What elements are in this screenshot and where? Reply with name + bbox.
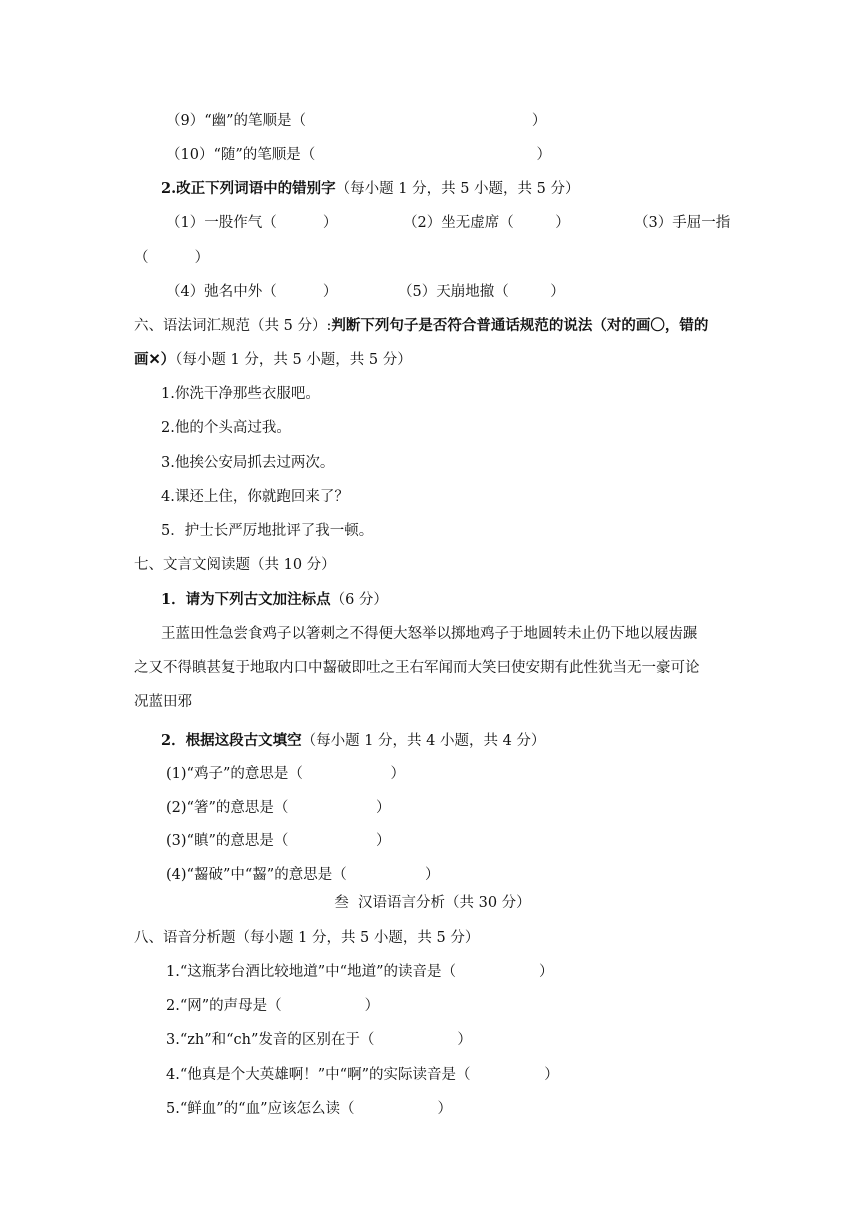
part-three-heading: 叁 汉语语言分析（共 30 分） [334, 895, 531, 911]
classical-passage-line: 王蓝田性急尝食鸡子以箸刺之不得便大怒举以掷地鸡子于地圆转未止仍下地以屐齿蹍 [161, 626, 698, 642]
grammar-note: （每小题 1 分，共 5 小题，共 5 分） [175, 352, 412, 368]
classical-section-title: 七、文言文阅读题（共 10 分） [134, 557, 336, 573]
typo-correction-note: （每小题 1 分，共 5 小题，共 5 分） [335, 181, 580, 197]
grammar-section-heading-cont [134, 350, 412, 370]
grammar-item-2: 2.他的个头高过我。 [161, 420, 291, 436]
phonetics-section-title: 八、语音分析题（每小题 1 分，共 5 小题，共 5 分） [134, 930, 480, 946]
grammar-item-5: 5．护士长严厉地批评了我一顿。 [161, 523, 374, 539]
punctuation-heading [161, 590, 388, 610]
grammar-item-4: 4.课还上住，你就跑回来了？ [161, 489, 349, 505]
grammar-item-1: 1.你洗干净那些衣服吧。 [161, 386, 320, 402]
classical-passage-line: 况蓝田邪 [134, 694, 192, 710]
grammar-item-3: 3.他挨公安局抓去过两次。 [161, 455, 335, 471]
phonetics-item-1: 1.“这瓶茅台酒比较地道”中“地道”的读音是（ ） [166, 964, 554, 980]
grammar-section-prefix: 六、语法词汇规范（共 5 分）: [134, 318, 332, 334]
typo-item-2: （2）坐无虚席（ ） [403, 215, 570, 231]
phonetics-item-5: 5.“鲜血”的“血”应该怎么读（ ） [166, 1101, 452, 1117]
stroke-order-q9: （9）“幽”的笔顺是（ ） [166, 113, 547, 129]
fill-blank-item-3: (3)“瞋”的意思是（ ） [166, 833, 391, 849]
fill-blank-title: 2．根据这段古文填空 [161, 732, 302, 749]
fill-blank-item-1: (1)“鸡子”的意思是（ ） [166, 766, 405, 782]
classical-passage-line: 之又不得瞋甚复于地取内口中齧破即吐之王右军闻而大笑曰使安期有此性犹当无一豪可论 [134, 660, 700, 676]
fill-blank-item-2: (2)“箸”的意思是（ ） [166, 800, 391, 816]
phonetics-item-3: 3.“zh”和“ch”发音的区别在于（ ） [166, 1032, 472, 1048]
typo-item-4: （4）弛名中外（ ） [166, 284, 338, 300]
punctuation-title: 1．请为下列古文加注标点 [161, 591, 331, 608]
typo-item-1: （1）一股作气（ ） [166, 215, 338, 231]
phonetics-item-4: 4.“他真是个大英雄啊！”中“啊”的实际读音是（ ） [166, 1067, 559, 1083]
fill-blank-note: （每小题 1 分，共 4 小题，共 4 分） [301, 733, 546, 749]
typo-item-3-blank: （ ） [134, 250, 210, 266]
fill-blank-item-4: (4)“齧破”中“齧”的意思是（ ） [166, 867, 440, 883]
fill-blank-heading [161, 731, 545, 751]
grammar-section-heading [134, 316, 708, 336]
grammar-instruction-line2: 画✕） [134, 351, 176, 368]
stroke-order-q10: （10）“随”的笔顺是（ ） [166, 147, 552, 163]
typo-item-3: （3）手屈一指 [634, 215, 731, 231]
typo-correction-title: 2.改正下列词语中的错别字 [161, 180, 336, 197]
typo-correction-heading [161, 179, 579, 199]
typo-item-5: （5）天崩地撤（ ） [398, 284, 565, 300]
phonetics-item-2: 2.“网”的声母是（ ） [166, 998, 380, 1014]
grammar-instruction-line1: 判断下列句子是否符合普通话规范的说法（对的画〇，错的 [331, 317, 709, 334]
punctuation-note: （6 分） [330, 592, 388, 608]
